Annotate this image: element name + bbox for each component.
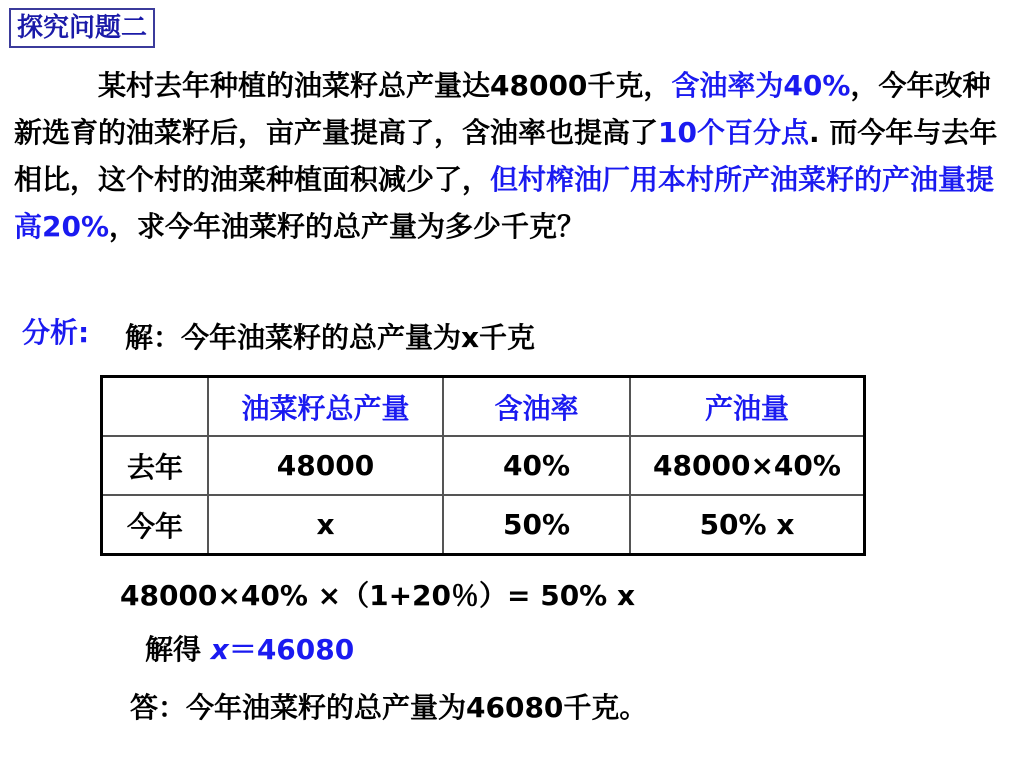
solution-result [145,630,354,670]
problem-statement [14,62,1010,250]
table-header-row [102,377,865,437]
cell-this-year-rate: 50% [443,495,630,555]
table-row [102,436,865,495]
cell-this-year-total: x [208,495,443,555]
cell-this-year-oil: 50% x [630,495,865,555]
problem-highlight-oil-rate: 含油率为40% [671,69,851,102]
row-label-last-year: 去年 [102,436,209,495]
row-label-this-year: 今年 [102,495,209,555]
problem-highlight-percent-points: 10个百分点 [658,116,809,149]
cell-last-year-rate: 40% [443,436,630,495]
solve-setup: 解：今年油菜籽的总产量为x千克 [125,321,536,354]
result-value: ＝46080 [228,633,355,666]
cell-last-year-total: 48000 [208,436,443,495]
table-header-oil-rate: 含油率 [443,377,630,437]
table-header-oil-output: 产油量 [630,377,865,437]
final-answer: 答：今年油菜籽的总产量为46080千克。 [130,691,648,724]
slide-title: 探究问题二 [9,8,155,48]
problem-text-2: ，今年改种新选育的油菜籽后，亩产量提高了，含油率也提高了 [14,69,991,149]
table-row [102,495,865,555]
table-header-total-output: 油菜籽总产量 [208,377,443,437]
problem-text-3: . 而今年与去年相比，这个村的油菜种植面积减少了， [14,116,998,196]
problem-text-4: ，求今年油菜籽的总产量为多少千克？ [109,210,586,243]
result-prefix: 解得 [145,633,211,666]
table-header-empty [102,377,209,437]
cell-last-year-oil: 48000×40% [630,436,865,495]
problem-text-1: 某村去年种植的油菜籽总产量达48000千克， [98,69,672,102]
analysis-label: 分析: [22,316,90,349]
problem-highlight-oil-output: 但村榨油厂用本村所产油菜籽的产油量提高20% [14,163,995,243]
result-variable: x [210,633,229,666]
analysis-table [100,375,866,556]
equation: 48000×40% ×（1+20％）= 50% x [120,579,636,612]
